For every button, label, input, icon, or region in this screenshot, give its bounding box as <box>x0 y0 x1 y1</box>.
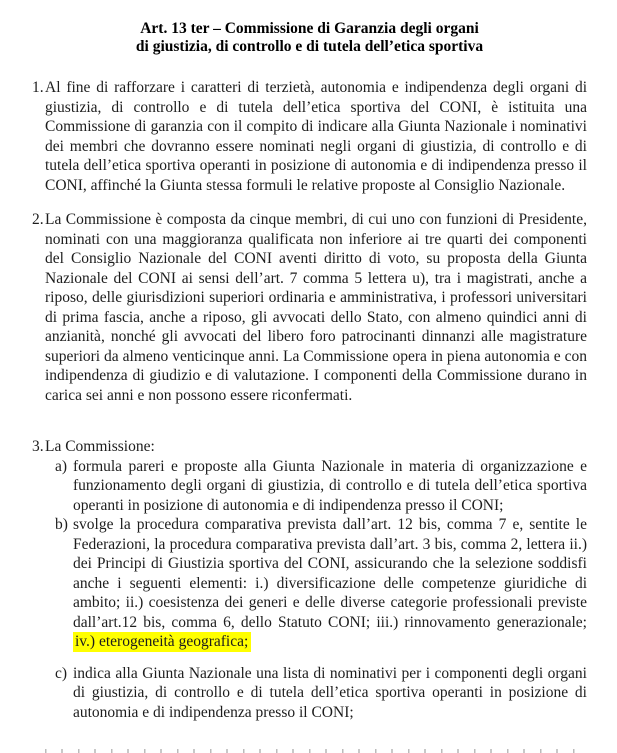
paragraph-2-number: 2. <box>32 211 44 228</box>
sub-item-b-letter: b) <box>55 516 68 533</box>
paragraph-1-number: 1. <box>32 79 44 96</box>
title-line-1: Art. 13 ter – Commissione di Garanzia degli organi <box>140 20 479 37</box>
paragraph-2-text: La Commissione è composta da cinque membri, di cui uno con funzioni di Presidente, nominati con una maggioranza qualificata non inferiore ai tre quarti dei componenti del Consiglio Nazionale del CONI aventi diritto di voto, su proposta della Giunta Nazionale del CONI ai sensi dell’art. 7 comma 5 lettera u), tra i magistrati, anche a riposo, delle giurisdizioni superiori ordinaria e amministrativa, i professori universitari di prima fascia, anche a riposo, gli avvocati dello Stato, con almeno quindici anni di anzianità, nonché gli avvocati del libero foro patrocinanti dinnanzi alle magistrature superiori da almeno venticinque anni. La Commissione opera in piena autonomia e con indipendenza di giudizio e di valutazione. I componenti della Commissione durano in carica sei anni e non possono essere riconfermati. <box>45 211 587 404</box>
sub-item-b-text: svolge la procedura comparativa prevista dall’art. 12 bis, comma 7 e, sentite le Federazioni, la procedura comparativa prevista dall’art. 3 bis, comma 2, lettera ii.) dei Principi di Giustizia sportiva del CONI, assicurando che la selezione soddisfi anche i seguenti elementi: i.) diversificazione delle competenze giuridiche di ambito; ii.) coesistenza dei generi e delle diverse categorie professionali previste dall’art.12 bis, comma 6, dello Statuto CONI; iii.) rinnovamento generazionale; <box>73 516 587 631</box>
highlighted-text: iv.) eterogeneità geografica; <box>73 632 251 652</box>
page-title <box>32 20 587 56</box>
sub-item-c-letter: c) <box>55 664 68 682</box>
sub-item-b <box>55 515 587 652</box>
sub-item-c-text: indica alla Giunta Nazionale una lista di nominativi per i componenti degli organi di giustizia, di controllo e di tutela dell’etica sportiva operanti in posizione di autonomia e di indipendenza presso il CONI; <box>73 664 587 721</box>
next-line-cutoff <box>45 749 587 753</box>
paragraph-3-text: La Commissione: <box>45 438 155 455</box>
paragraph-3-number: 3. <box>32 438 44 455</box>
paragraph-2 <box>32 210 587 405</box>
paragraph-3 <box>32 437 587 722</box>
sub-item-a <box>55 457 587 516</box>
paragraph-1-text: Al fine di rafforzare i caratteri di terzietà, autonomia e indipendenza degli organi di giustizia, di controllo e di tutela dell’etica sportiva del CONI, è istituita una Commissione di garanzia con il compito di indicare alla Giunta Nazionale i nominativi dei membri che dovranno essere nominati negli organi di giustizia, di controllo e di tutela dell’etica sportiva operanti in posizione di autonomia e di indipendenza presso il CONI, affinché la Giunta stessa formuli le relative proposte al Consiglio Nazionale. <box>45 79 587 194</box>
paragraph-1 <box>32 78 587 195</box>
title-line-2: di giustizia, di controllo e di tutela dell’etica sportiva <box>135 38 484 55</box>
sub-item-a-letter: a) <box>55 457 68 475</box>
sub-item-a-text: formula pareri e proposte alla Giunta Nazionale in materia di organizzazione e funzionamento degli organi di giustizia, di controllo e di tutela dell’etica sportiva operanti in posizione di autonomia e di indipendenza presso il CONI; <box>73 457 587 514</box>
sub-item-c <box>55 664 587 723</box>
